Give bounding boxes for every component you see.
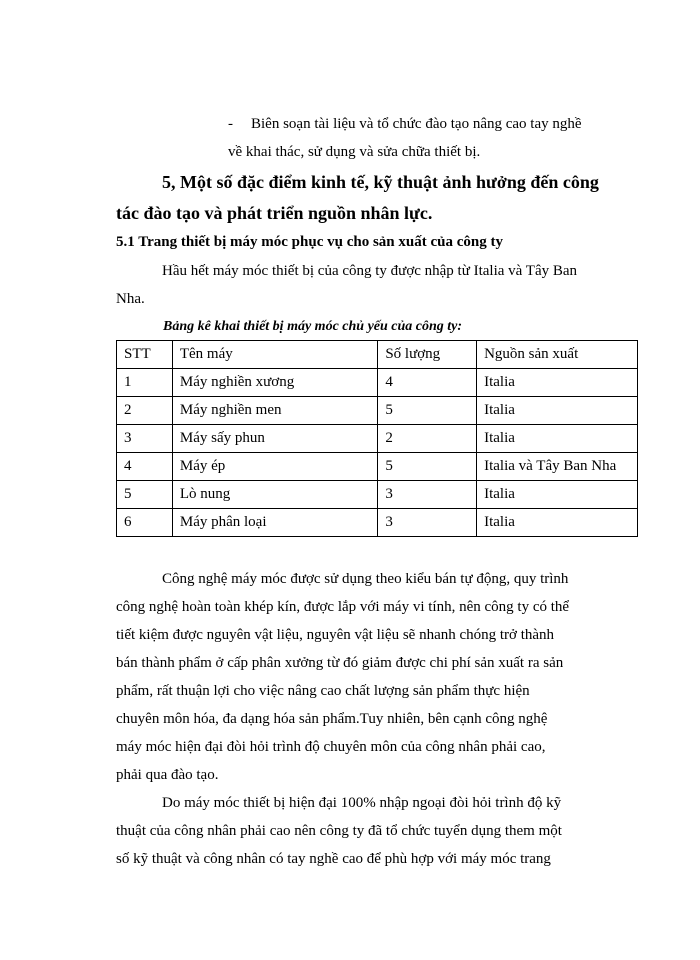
table-row: [117, 425, 638, 453]
cell-origin: Italia: [477, 509, 638, 537]
cell-quantity: 4: [378, 369, 477, 397]
para2-line: số kỹ thuật và công nhân có tay nghề cao để phù hợp với máy móc trang: [116, 851, 551, 867]
cell-stt: 6: [117, 509, 173, 537]
subsection-heading: 5.1 Trang thiết bị máy móc phục vụ cho sản xuất của công ty: [116, 234, 503, 250]
table-header-row: [117, 341, 638, 369]
cell-stt: 5: [117, 481, 173, 509]
para2-line: Do máy móc thiết bị hiện đại 100% nhập ngoại đòi hỏi trình độ kỹ: [162, 795, 562, 811]
bullet-text-line-2: về khai thác, sử dụng và sửa chữa thiết bị.: [228, 144, 481, 160]
table-row: [117, 481, 638, 509]
cell-origin: Italia và Tây Ban Nha: [477, 453, 638, 481]
cell-machine-name: Máy phân loại: [172, 509, 377, 537]
table-caption: Bảng kê khai thiết bị máy móc chủ yếu của công ty:: [163, 319, 463, 334]
cell-quantity: 5: [378, 453, 477, 481]
cell-quantity: 3: [378, 509, 477, 537]
equipment-table: [116, 340, 638, 537]
cell-machine-name: Lò nung: [172, 481, 377, 509]
cell-stt: 3: [117, 425, 173, 453]
cell-machine-name: Máy nghiền men: [172, 397, 377, 425]
cell-machine-name: Máy nghiền xương: [172, 369, 377, 397]
bullet-dash: -: [228, 116, 233, 132]
section-heading-line-1: 5, Một số đặc điểm kinh tế, kỹ thuật ảnh hưởng đến công: [162, 172, 599, 192]
cell-quantity: 2: [378, 425, 477, 453]
para1-line: công nghệ hoàn toàn khép kín, được lắp với máy vi tính, nên công ty có thể: [116, 599, 570, 615]
section-heading-line-2: tác đào tạo và phát triển nguồn nhân lực.: [116, 203, 433, 223]
cell-origin: Italia: [477, 397, 638, 425]
para1-line: bán thành phẩm ở cấp phân xưởng từ đó giảm được chi phí sản xuất ra sản: [116, 655, 564, 671]
para1-line: phẩm, rất thuận lợi cho việc nâng cao chất lượng sản phẩm thực hiện: [116, 683, 530, 699]
header-machine-name: Tên máy: [172, 341, 377, 369]
cell-stt: 1: [117, 369, 173, 397]
para1-line: Công nghệ máy móc được sử dụng theo kiểu bán tự động, quy trình: [162, 571, 569, 587]
para1-line: máy móc hiện đại đòi hỏi trình độ chuyên môn của công nhân phải cao,: [116, 739, 546, 755]
table-row: [117, 369, 638, 397]
bullet-text-line-1: Biên soạn tài liệu và tổ chức đào tạo nâng cao tay nghề: [251, 116, 582, 132]
cell-origin: Italia: [477, 369, 638, 397]
table-row: [117, 453, 638, 481]
header-origin: Nguồn sản xuất: [477, 341, 638, 369]
intro-line-2: Nha.: [116, 291, 145, 307]
cell-machine-name: Máy sấy phun: [172, 425, 377, 453]
table-row: [117, 509, 638, 537]
para1-line: phải qua đào tạo.: [116, 767, 219, 783]
para2-line: thuật của công nhân phải cao nên công ty đã tổ chức tuyển dụng them một: [116, 823, 562, 839]
cell-origin: Italia: [477, 425, 638, 453]
cell-machine-name: Máy ép: [172, 453, 377, 481]
cell-stt: 2: [117, 397, 173, 425]
cell-stt: 4: [117, 453, 173, 481]
header-stt: STT: [117, 341, 173, 369]
table-row: [117, 397, 638, 425]
cell-quantity: 3: [378, 481, 477, 509]
cell-quantity: 5: [378, 397, 477, 425]
intro-line-1: Hầu hết máy móc thiết bị của công ty được nhập từ Italia và Tây Ban: [162, 263, 578, 279]
para1-line: chuyên môn hóa, đa dạng hóa sản phẩm.Tuy nhiên, bên cạnh công nghệ: [116, 711, 548, 727]
para1-line: tiết kiệm được nguyên vật liệu, nguyên vật liệu sẽ nhanh chóng trở thành: [116, 627, 555, 643]
cell-origin: Italia: [477, 481, 638, 509]
header-quantity: Số lượng: [378, 341, 477, 369]
